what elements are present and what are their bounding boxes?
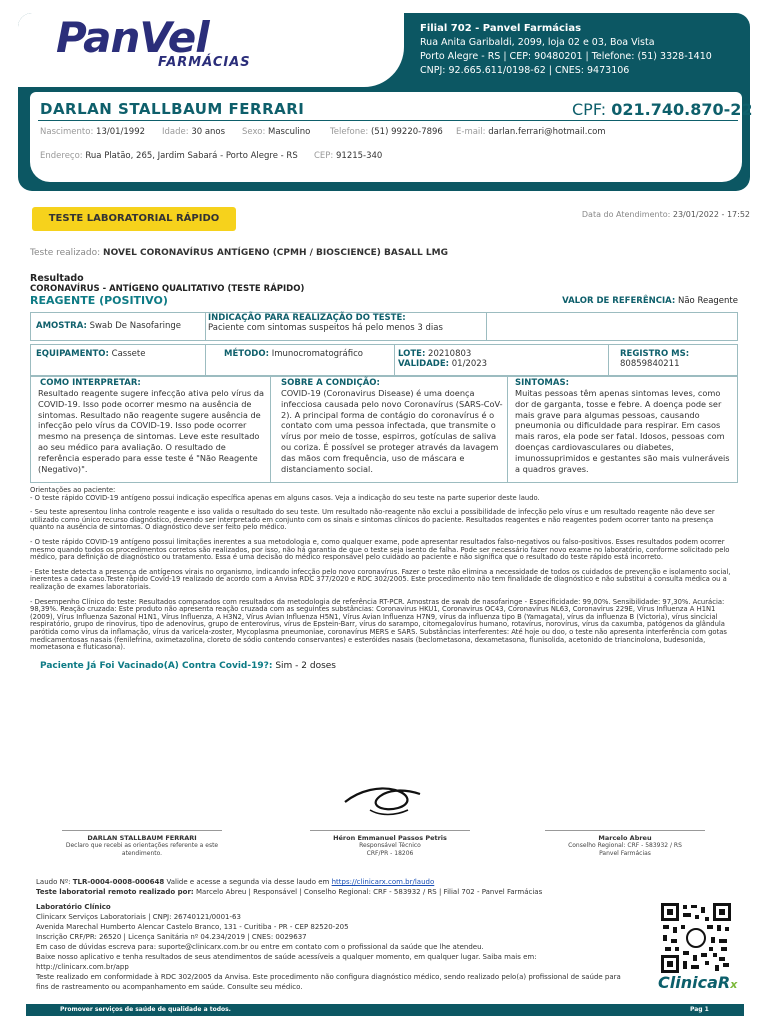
lab-line3: Inscrição CRF/PR: 26520 | Licença Sanitária nº 04.234/2019 | CNES: 0029637	[36, 933, 307, 941]
interpret-title: COMO INTERPRETAR:	[40, 378, 141, 388]
row-divider	[394, 344, 395, 376]
sample	[36, 321, 181, 331]
signature-line	[545, 830, 705, 831]
validity	[398, 359, 487, 369]
remote-value: Marcelo Abreu | Responsável | Conselho Regional: CRF - 583932 / RS | Filial 702 - Panvel Farmácias	[195, 888, 543, 896]
signature-pharmacist	[535, 834, 715, 858]
clinicarx-brand: ClinicaR	[658, 973, 731, 992]
orientation-p4: - Este teste detecta a presença de antígenos virais no organismo, indicando infecção pelo novo coronavírus. Fazer o teste não elimina a necessidade de todos os cuidados de prevenção e isolamento social, inerentes a cada caso.Teste rápido Covid-19 realizado de acordo com a Anvisa RDC 377/2020 e RDC 302/2005. Este procedimento não tem finalidade de diagnóstico e não substitui a consulta médica ou a realização de exames laboratoriais.	[30, 567, 731, 591]
patient-sex	[242, 127, 310, 137]
equipment-label: EQUIPAMENTO:	[36, 349, 109, 359]
branch-info	[420, 22, 712, 78]
s2-name: Héron Emmanuel Passos Petris	[333, 834, 447, 842]
row-divider	[205, 344, 206, 376]
orientation-p3: - O teste rápido COVID-19 antígeno possui limitações inerentes a sua metodologia e, como qualquer exame, pode apresentar resultados falso-negativos ou falso-positivos. Esses resultados podem ocorrer mesmo quando todos os procedimentos corretos são realizados, por isso, não há garantia de que o teste seja isento de falha. Pode ser necessário fazer novo exame no laboratório, conforme solicitado pelo médico, para definição de diagnóstico ou tratamento. Essa é uma decisão do médico responsável pelo cuidado ao paciente e não significa que o resultado do teste rápido está incorreto.	[30, 537, 730, 562]
clinicarx-logo	[658, 973, 737, 992]
registry-value: 80859840211	[620, 359, 680, 369]
cep-label: CEP:	[314, 151, 334, 161]
result-subtitle: CORONAVÍRUS - ANTÍGENO QUALITATIVO (TESTE RÁPIDO)	[30, 284, 305, 294]
lab-line5: Baixe nosso aplicativo e tenha resultados de seus atendimentos de saúde acessíveis a qualquer momento, em qualquer lugar. Saiba mais em:	[36, 953, 537, 961]
s1-name: DARLAN STALLBAUM FERRARI	[87, 834, 197, 842]
qr-code[interactable]	[661, 903, 731, 973]
patient-cpf	[572, 100, 753, 119]
method-label: MÉTODO:	[224, 349, 269, 359]
age-value: 30 anos	[191, 127, 226, 137]
validity-label: VALIDADE:	[398, 359, 450, 369]
remote-info	[36, 887, 542, 897]
test-type-badge: TESTE LABORATORIAL RÁPIDO	[32, 207, 236, 231]
indication-value: Paciente com sintomas suspeitos há pelo menos 3 dias	[208, 323, 443, 333]
lab-line7: Teste realizado em conformidade à RDC 302/2005 da Anvisa. Este procedimento não configura diagnóstico médico, sendo realizado pelo(a) profissional de saúde para fins de rastreamento ou acompanhamento em saúde. Consulte seu médico.	[36, 973, 621, 991]
footer-bar	[26, 1004, 744, 1016]
age-label: Idade:	[162, 127, 189, 137]
s3-sub2: Panvel Farmácias	[599, 850, 651, 857]
date-value: 23/01/2022 - 17:52	[672, 210, 750, 219]
signature-patient	[52, 834, 232, 858]
condition-title: SOBRE A CONDIÇÃO:	[281, 378, 380, 388]
lot	[398, 349, 471, 359]
row-divider	[486, 312, 487, 341]
test-performed	[30, 248, 448, 258]
s3-sub1: Conselho Regional: CRF - 583932 / RS	[568, 842, 682, 849]
patient-birth	[40, 127, 145, 137]
reference-value	[562, 296, 738, 306]
birth-value: 13/01/1992	[96, 127, 146, 137]
vaccine-label: Paciente Já Foi Vacinado(A) Contra Covid-19?:	[40, 661, 273, 671]
col-divider	[507, 376, 508, 483]
remote-label: Teste laboratorial remoto realizado por:	[36, 888, 194, 896]
patient-address	[40, 151, 298, 161]
registry-label: REGISTRO MS:	[620, 349, 690, 359]
signature-line	[310, 830, 470, 831]
indication	[208, 313, 443, 333]
orientation-p1: - O teste rápido COVID-19 antígeno possui indicação específica apenas em alguns casos. Veja a indicação do seu teste na parte superior deste laudo.	[30, 493, 540, 502]
sex-label: Sexo:	[242, 127, 266, 137]
lot-value: 20210803	[428, 349, 472, 359]
interpret-column	[40, 378, 264, 474]
patient-email	[456, 127, 606, 137]
sex-value: Masculino	[268, 127, 311, 137]
lab-line6: http://clinicarx.com.br/app	[36, 963, 129, 971]
email-label: E-mail:	[456, 127, 486, 137]
sample-label: AMOSTRA:	[36, 321, 87, 331]
performed-value: NOVEL CORONAVÍRUS ANTÍGENO (CPMH / BIOSCIENCE) BASALL LMG	[103, 248, 448, 258]
branch-contact: Porto Alegre - RS | CEP: 90480201 | Telefone: (51) 3328-1410	[420, 51, 712, 62]
laudo-label: Laudo Nº:	[36, 878, 71, 886]
result-heading: Resultado	[30, 273, 84, 284]
lab-title: Laboratório Clínico	[36, 903, 111, 911]
birth-label: Nascimento:	[40, 127, 94, 137]
panvel-logo-sub: FARMÁCIAS	[158, 55, 251, 70]
method-value: Imunocromatográfico	[271, 349, 363, 359]
laudo-number: TLR-0004-0008-000648	[72, 878, 165, 886]
branch-title: Filial 702 - Panvel Farmácias	[420, 23, 582, 34]
equipment	[36, 349, 145, 359]
patient-name: DARLAN STALLBAUM FERRARI	[40, 100, 305, 118]
orientation-p2: - Seu teste apresentou linha controle reagente e isso valida o resultado do seu teste. Um resultado não-reagente não exclui a possibilidade de infecção pelo vírus e um resultado reagente não deve ser utilizado como único recurso diagnóstico, devendo ser interpretado em conjunto com os sinais e sintomas clínicos do paciente. Resultados reagentes e não reagentes podem ocorrer tanto na presença quanto na ausência de sintomas. O diagnóstico deve ser feito pelo médico.	[30, 508, 715, 532]
interpret-text: Resultado reagente sugere infecção ativa pelo vírus da COVID-19. Isso pode ocorrer mesmo na ausência de sintomas. Resultado não reagente sugere ausência de infecção pelo vírus da COVID-19. Isso pode ocorrer mesmo na presença de sintomas. Leve este resultado ao seu médico para avaliação. O resultado de referência esperado para esse teste é "Não Reagente (Negativo)".	[38, 388, 265, 474]
address-value: Rua Platão, 265, Jardim Sabará - Porto Alegre - RS	[85, 151, 298, 161]
row-divider	[608, 344, 609, 376]
clinicarx-x: x	[730, 978, 738, 991]
cep-value: 91215-340	[336, 151, 383, 161]
symptoms-column	[515, 378, 735, 474]
divider	[38, 120, 738, 121]
method	[224, 349, 363, 359]
attendance-date	[582, 210, 750, 219]
s2-sub1: Responsável Técnico	[359, 842, 421, 849]
branch-cnpj: CNPJ: 92.665.611/0198-62 | CNES: 9473106	[420, 65, 630, 76]
laudo-link[interactable]: https://clinicarx.com.br/laudo	[331, 878, 435, 886]
result-value: REAGENTE (POSITIVO)	[30, 294, 168, 307]
symptoms-text: Muitas pessoas têm apenas sintomas leves, como dor de garganta, tosse e febre. A doença pode ser mais grave para algumas pessoas, causando pneumonia ou dificuldade para respirar. Em casos mais raros, ela pode ser fatal. Idosos, pessoas com doenças cardiovasculares ou diabetes, imunossuprimidos e gestantes são mais vulneráveis a quadros graves.	[515, 388, 730, 474]
date-label: Data do Atendimento:	[581, 210, 671, 219]
sample-value: Swab De Nasofaringe	[89, 321, 181, 331]
s1-sub: Declaro que recebi as orientações referente a este atendimento.	[65, 842, 219, 857]
col-divider	[270, 376, 271, 483]
registry	[620, 349, 689, 369]
vaccine-status	[40, 661, 336, 671]
symptoms-title: SINTOMAS:	[515, 378, 569, 388]
orientation-p5: - Desempenho Clínico do teste: Resultados comparados com resultados da metodologia de referência RT-PCR. Amostras de swab de nasofaringe - Especificidade: 99,00%. Sensibilidade: 97,30%. Acurácia: 98,39%. Reação cruzada: Este produto não apresenta reação cruzada com as seguintes substâncias: Coronavirus HKU1, Coronavirus OC43, Coronavirus NL63, Coronavirus 229E, Vírus Influenza A H1N1 (2009), Vírus Influenza Sazonal H1N1, Vírus Influenza, A H3N2, Vírus Avian Influenza H5N1, Vírus Avian Influenza H7N9, vírus da influenza tipo B (Yamagata), vírus da influenza B (Victoria), vírus sincicial respiratório, grupo de rinovírus, tipo de adenovírus, grupo de enterovírus, vírus de Epstein-Barr, vírus do sarampo, citomegalovírus humano, rotavírus, norovírus, vírus da caxumba, patógenos da glândula parótida como vírus da inflamação, vírus da varicela-zoster, Mycoplasma pneumoniae, coronavírus MERS e SARS. Substâncias interferentes: Até hoje ou doo, o teste não apresenta interferência com gotas medicamentosas nasais (fenilefrina, oximetazolina, cloreto de sódio contendo conservantes) e esteróides nasais (beclometasona, dexametasona, flunisolida, acetonido de triancinolona, budesonida, mometasona e fluticasona).	[30, 597, 727, 652]
equipment-value: Cassete	[111, 349, 146, 359]
branch-address: Rua Anita Garibaldi, 2099, loja 02 e 03, Boa Vista	[420, 37, 655, 48]
condition-text: COVID-19 (Coronavirus Disease) é uma doença infecciosa causada pelo novo Coronavírus (SARS-CoV-2). A principal forma de contágio do coronavírus é o contato com uma pessoa infectada, que transmite o vírus por meio de tosse, espirros, gotículas de saliva ou coriza. É possível se proteger através da lavagem das mãos com frequência, uso de máscara e distanciamento social.	[281, 388, 503, 474]
cpf-label: CPF:	[572, 100, 607, 119]
footer-slogan: Promover serviços de saúde de qualidade a todos.	[60, 1006, 231, 1013]
lab-line1: Clinicarx Serviços Laboratoriais | CNPJ: 26740121/0001-63	[36, 913, 241, 921]
laudo-text: Valide e acesse a segunda via desse laudo em	[166, 878, 330, 886]
row-divider	[205, 312, 206, 341]
lab-line2: Avenida Marechal Humberto Alencar Castelo Branco, 131 - Curitiba - PR - CEP 82520-205	[36, 923, 349, 931]
phone-label: Telefone:	[330, 127, 369, 137]
vaccine-value: Sim - 2 doses	[275, 661, 336, 671]
lab-info	[36, 902, 626, 992]
signature-image	[340, 780, 430, 820]
cpf-value: 021.740.870-22	[611, 100, 753, 119]
signature-line	[62, 830, 222, 831]
orientations	[30, 487, 738, 652]
lot-label: LOTE:	[398, 349, 426, 359]
patient-phone	[330, 127, 443, 137]
ref-label: VALOR DE REFERÊNCIA:	[562, 296, 676, 306]
page-number: Pag 1	[690, 1006, 709, 1013]
s2-sub2: CRF/PR - 18206	[366, 850, 414, 857]
orientations-title: Orientações ao paciente:	[30, 486, 116, 494]
validity-value: 01/2023	[451, 359, 488, 369]
patient-age	[162, 127, 225, 137]
patient-cep	[314, 151, 382, 161]
s3-name: Marcelo Abreu	[598, 834, 652, 842]
email-value: darlan.ferrari@hotmail.com	[488, 127, 606, 137]
phone-value: (51) 99220-7896	[370, 127, 443, 137]
address-label: Endereço:	[40, 151, 83, 161]
panvel-logo: PanVel	[56, 13, 209, 62]
indication-label: INDICAÇÃO PARA REALIZAÇÃO DO TESTE:	[208, 313, 406, 323]
laudo-info	[36, 877, 434, 887]
lab-line4: Em caso de dúvidas escreva para: suporte@clinicarx.com.br ou entre em contato com o profissional da saúde que lhe atendeu.	[36, 943, 484, 951]
ref-value: Não Reagente	[677, 296, 738, 306]
performed-label: Teste realizado:	[30, 248, 101, 258]
condition-column	[281, 378, 503, 474]
signature-technician	[300, 834, 480, 858]
